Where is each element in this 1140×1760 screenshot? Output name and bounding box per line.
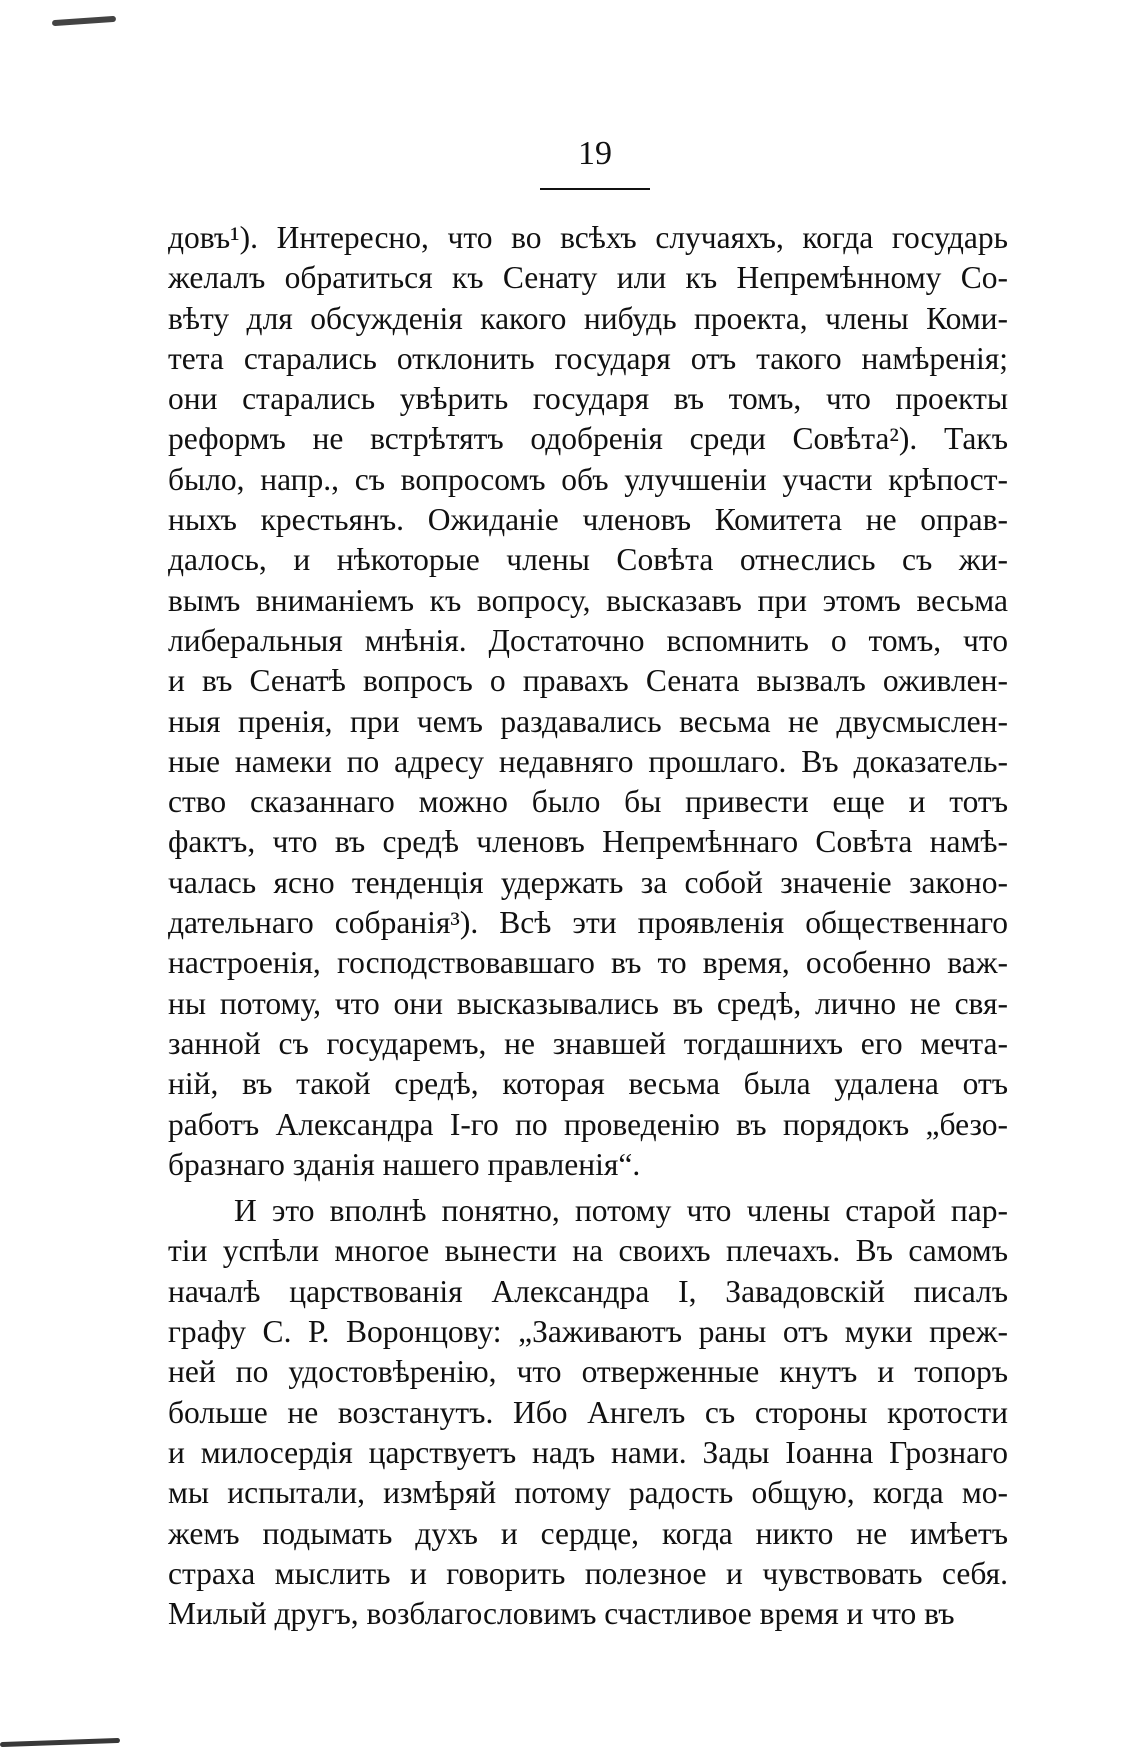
text-line: ны потому, что они высказывались въ средѣ, лично не свя- <box>168 985 1008 1021</box>
text-line: ней по удостовѣренію, что отверженные кнутъ и топоръ <box>168 1354 1008 1390</box>
ink-smudge-top <box>52 16 116 26</box>
text-line: тета старались отклонить государя отъ такого намѣренія; <box>168 340 1008 376</box>
text-line: тіи успѣли многое вынести на своихъ плечахъ. Въ самомъ <box>168 1233 1008 1269</box>
page-number: 19 <box>578 135 612 172</box>
text-line: страха мыслить и говорить полезное и чувствовать себя. <box>168 1555 1008 1591</box>
text-line: ній, въ такой средѣ, которая весьма была удалена отъ <box>168 1066 1008 1102</box>
text-line: ныхъ крестьянъ. Ожиданіе членовъ Комитета не оправ- <box>168 502 1008 538</box>
text-line: либеральныя мнѣнія. Достаточно вспомнить о томъ, что <box>168 622 1008 658</box>
text-line: они старались увѣрить государя въ томъ, что проекты <box>168 381 1008 417</box>
text-line: вымъ вниманіемъ къ вопросу, высказавъ при этомъ весьма <box>168 582 1008 618</box>
text-line: И это вполнѣ понятно, потому что члены старой пар- <box>234 1193 1008 1229</box>
page-number-rule <box>540 188 650 190</box>
text-line: началѣ царствованія Александра I, Завадовскій писалъ <box>168 1273 1008 1309</box>
ink-smudge-bottom <box>0 1738 120 1747</box>
text-line: работъ Александра I-го по проведенію въ порядокъ „безо- <box>168 1106 1008 1142</box>
text-line: чалась ясно тенденція удержать за собой значеніе законо- <box>168 864 1008 900</box>
text-line: было, напр., съ вопросомъ объ улучшеніи участи крѣпост- <box>168 461 1008 497</box>
text-line: ныя пренія, при чемъ раздавались весьма не двусмыслен- <box>168 703 1008 739</box>
text-line: вѣту для обсужденія какого нибудь проекта, члены Коми- <box>168 300 1008 336</box>
text-line: реформъ не встрѣтятъ одобренія среди Совѣта²). Такъ <box>168 421 1008 457</box>
text-line: бразнаго зданія нашего правленія“. <box>168 1146 641 1182</box>
text-line: ство сказаннаго можно было бы привести еще и тотъ <box>168 784 1008 820</box>
body-text <box>168 218 1008 1634</box>
text-line: настроенія, господствовавшаго въ то время, особенно важ- <box>168 945 1008 981</box>
paragraph-1 <box>168 218 1008 1185</box>
text-line: графу С. Р. Воронцову: „Заживаютъ раны отъ муки преж- <box>168 1314 1008 1350</box>
text-line: дательнаго собранія³). Всѣ эти проявленія общественнаго <box>168 905 1008 941</box>
text-line: и милосердія царствуетъ надъ нами. Зады Іоанна Грознаго <box>168 1434 1008 1470</box>
text-line: Милый другъ, возблагословимъ счастливое время и что въ <box>168 1596 955 1632</box>
text-line: довъ¹). Интересно, что во всѣхъ случаяхъ, когда государь <box>168 220 1008 255</box>
text-line: далось, и нѣкоторые члены Совѣта отнеслись съ жи- <box>168 542 1008 578</box>
text-line: желалъ обратиться къ Сенату или къ Непремѣнному Со- <box>168 260 1008 296</box>
text-line: жемъ подымать духъ и сердце, когда никто не имѣетъ <box>168 1515 1008 1551</box>
text-line: больше не возстанутъ. Ибо Ангелъ съ стороны кротости <box>168 1394 1008 1430</box>
text-line: ные намеки по адресу недавняго прошлаго. Въ доказатель- <box>168 743 1008 779</box>
text-line: фактъ, что въ средѣ членовъ Непремѣннаго Совѣта намѣ- <box>168 824 1008 860</box>
text-line: занной съ государемъ, не знавшей тогдашнихъ его мечта- <box>168 1025 1008 1061</box>
paragraph-2 <box>168 1191 1008 1634</box>
text-line: и въ Сенатѣ вопросъ о правахъ Сената вызвалъ оживлен- <box>168 663 1008 699</box>
text-line: мы испытали, измѣряй потому радость общую, когда мо- <box>168 1475 1008 1511</box>
